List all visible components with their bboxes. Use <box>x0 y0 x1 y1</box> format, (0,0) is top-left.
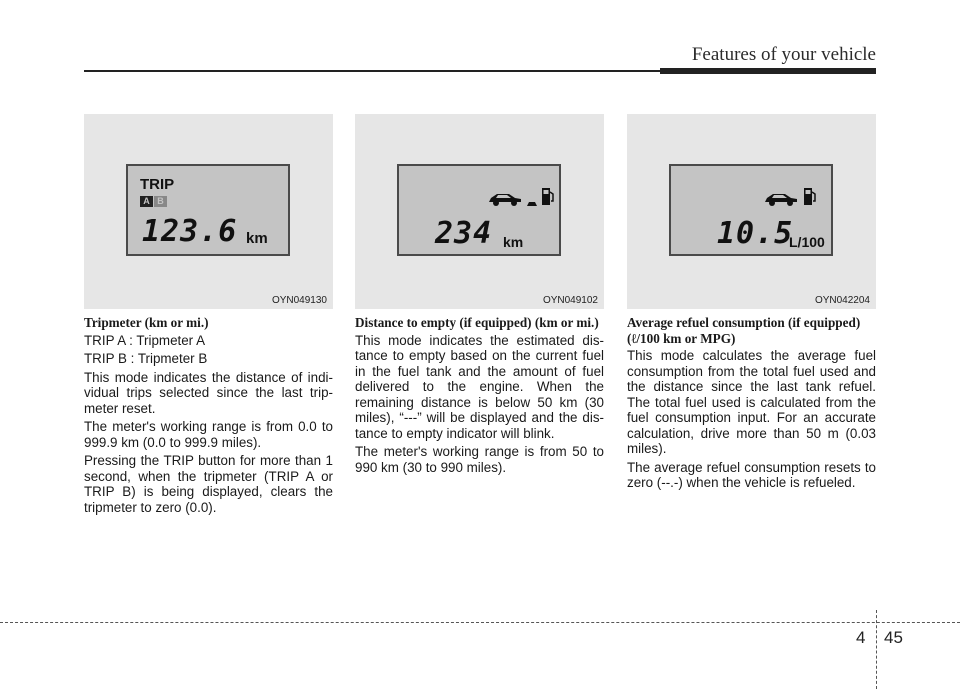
trip-mode-b: B <box>154 196 167 207</box>
trip-label: TRIP <box>140 176 175 193</box>
car-icon <box>487 190 523 206</box>
avg-icons <box>763 186 817 206</box>
road-icon <box>527 200 537 206</box>
figure-code: OYN042204 <box>814 295 870 306</box>
average-consumption-value: 10.5 <box>717 216 794 251</box>
figure-code: OYN049130 <box>271 295 327 306</box>
lcd-display-average-consumption <box>669 164 833 256</box>
header-rule-accent <box>660 68 876 74</box>
car-icon <box>763 190 799 206</box>
fuel-pump-icon <box>803 186 817 206</box>
footer-rule <box>0 622 960 623</box>
section-heading: Tripmeter (km or mi.) <box>84 315 209 330</box>
paragraph: This mode calculates the average fuel consumption from the total fuel used and the distance since the last tank refuel. The total fuel used is calculated from the fuel consumption input. For an accurate calculation, drive more than 50 m (0.03 miles). <box>627 348 876 456</box>
paragraph: TRIP B : Tripmeter B <box>84 351 208 366</box>
lcd-display-tripmeter <box>126 164 290 256</box>
page-number: 45 <box>884 628 903 647</box>
footer-divider <box>876 610 877 689</box>
section-heading: Average refuel consumption (if equipped) (ℓ/100 km or MPG) <box>627 315 861 346</box>
paragraph: The meter's working range is from 0.0 to 999.9 km (0.0 to 999.9 miles). <box>84 419 333 450</box>
trip-mode-a: A <box>140 196 153 207</box>
section-average-refuel-consumption <box>627 315 876 494</box>
distance-to-empty-unit: km <box>503 234 524 250</box>
figure-code: OYN049102 <box>542 295 598 306</box>
paragraph: The meter's working range is from 50 to 990 km (30 to 990 miles). <box>355 444 604 475</box>
dte-icons <box>487 186 555 206</box>
fuel-pump-icon <box>541 186 555 206</box>
average-consumption-unit: L/100 <box>789 234 825 250</box>
section-distance-to-empty <box>355 315 604 478</box>
paragraph: The average refuel consumption resets to zero (--.-) when the vehicle is refueled. <box>627 459 876 490</box>
section-tripmeter <box>84 315 333 518</box>
paragraph: TRIP A : Tripmeter A <box>84 332 206 348</box>
paragraph: Pressing the TRIP button for more than 1 second, when the tripmeter (TRIP A or TRIP B) is being displayed, clears the tripmeter to zero (0.0). <box>84 453 333 515</box>
chapter-number: 4 <box>856 628 866 647</box>
distance-to-empty-value: 234 <box>435 216 493 251</box>
trip-mode-indicator <box>140 196 167 207</box>
figure-average-refuel-consumption <box>627 114 876 309</box>
lcd-display-distance-to-empty <box>397 164 561 256</box>
tripmeter-value: 123.6 <box>142 214 238 249</box>
figure-distance-to-empty <box>355 114 604 309</box>
figure-tripmeter <box>84 114 333 309</box>
tripmeter-unit: km <box>246 230 268 247</box>
section-heading: Distance to empty (if equipped) (km or mi.) <box>355 315 599 330</box>
paragraph: This mode indicates the estimated dis- tance to empty based on the current fuel in the fuel tank and the amount of fuel delivered to the engine. When the remaining distance is below 50 km (30 miles), “---” will be displayed and the dis- tance to empty indicator will blink. <box>355 332 604 441</box>
paragraph: This mode indicates the distance of indi- vidual trips selected since the last trip- meter reset. <box>84 369 333 416</box>
page-header-title: Features of your vehicle <box>691 44 876 65</box>
